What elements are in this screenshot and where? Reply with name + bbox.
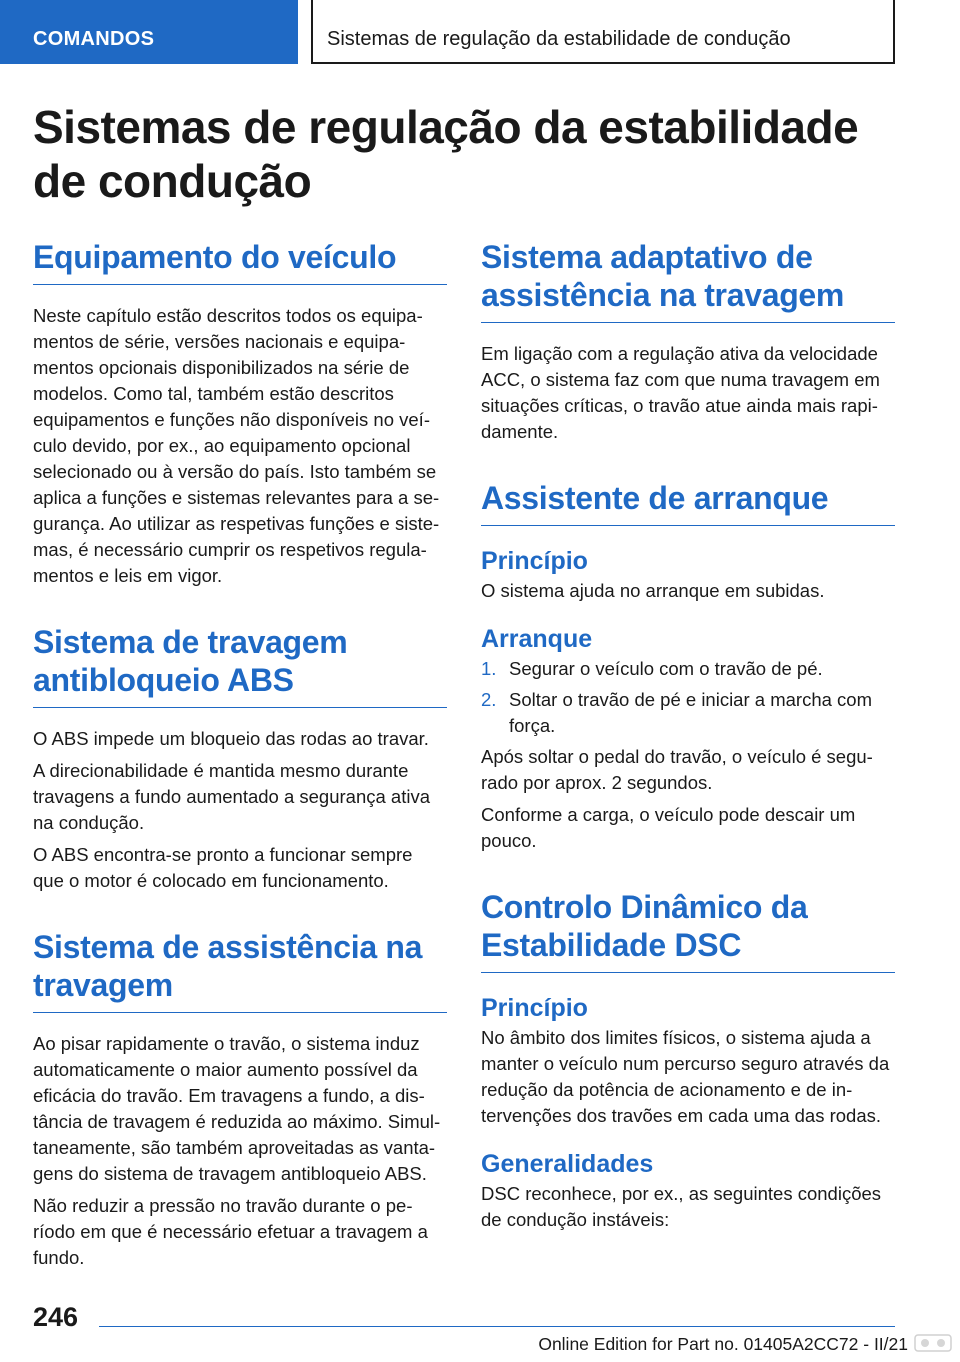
paragraph-abs-1: O ABS impede um bloqueio das rodas ao travar. [33,728,429,749]
heading-arranque-assistant: Assistente de arranque [481,479,895,526]
paragraph-equipamento: Neste capítulo estão descritos todos os equipa-mentos de série, versões nacionais e equipa-mentos opcionais disponibilizados na série de modelos. Como tal, também estão descritos equipamentos e funções não disponíveis no veí-culo devido, por ex., ao equipamento opcional selecionado ou à versão do país. Isto também se aplica a funções e sistemas relevantes para a se-gurança. Ao utilizar as respetivas funções e siste-mas, é necessário cumprir os respetivos regula-mentos e leis em vigor. [33,305,440,586]
paragraph-abs-2: A direcionabilidade é mantida mesmo durante travagens a fundo aumentado a segurança ativa na condução. [33,760,431,833]
paragraph-after-2: Conforme a carga, o veículo pode descair um pouco. [481,804,856,851]
edition-footer: Online Edition for Part no. 01405A2CC72 - II/21 [538,1334,908,1354]
step-number: 2. [481,689,497,710]
subheading-generalidades: Generalidades [481,1150,654,1178]
watermark-logo [914,1332,952,1354]
subheading-principio: Princípio [481,547,588,575]
right-column [481,238,895,1233]
heading-dsc: Controlo Dinâmico da Estabilidade DSC [481,888,895,973]
paragraph-dsc-principio: No âmbito dos limites físicos, o sistema ajuda a manter o veículo num percurso seguro através da redução da potência de acionamento e de in-tervenções dos travões em cada uma das rodas. [481,1027,890,1126]
watermark-icon [914,1332,952,1354]
heading-adaptativo: Sistema adaptativo de assistência na travagem [481,238,895,323]
step-number: 1. [481,658,497,679]
subheading-dsc-principio: Princípio [481,994,588,1022]
paragraph-assistencia-2: Não reduzir a pressão no travão durante o pe-ríodo em que é necessário efetuar a travagem a fundo. [33,1195,428,1268]
heading-abs: Sistema de travagem antibloqueio ABS [33,623,447,708]
page-number: 246 [33,1302,79,1332]
paragraph-abs-3: O ABS encontra-se pronto a funcionar sempre que o motor é colocado em funcionamento. [33,844,413,891]
list-item [481,687,895,739]
step-text: Segurar o veículo com o travão de pé. [509,658,823,679]
paragraph-principio: O sistema ajuda no arranque em subidas. [481,580,825,601]
running-title: Sistemas de regulação da estabilidade de condução [311,0,895,64]
page-title: Sistemas de regulação da estabilidade de condução [33,101,859,207]
left-column [33,238,447,1271]
step-text: Soltar o travão de pé e iniciar a marcha com força. [509,689,872,736]
subheading-arranque: Arranque [481,625,593,653]
list-item [481,656,895,682]
paragraph-adaptativo: Em ligação com a regulação ativa da velocidade ACC, o sistema faz com que numa travagem em situações críticas, o travão atue ainda mais rapi-damente. [481,343,880,442]
paragraph-assistencia-1: Ao pisar rapidamente o travão, o sistema induz automaticamente o maior aumento possível da eficácia do travão. Em travagens a fundo, a dis-tância de travagem é reduzida ao máximo. Simul-taneamente, são também aproveitadas as vanta-gens do sistema de travagem antibloqueio ABS. [33,1033,441,1184]
footer-divider [99,1326,895,1327]
heading-equipamento: Equipamento do veículo [33,238,447,285]
paragraph-generalidades: DSC reconhece, por ex., as seguintes condições de condução instáveis: [481,1183,882,1230]
section-tab: COMANDOS [0,0,298,64]
paragraph-after-1: Após soltar o pedal do travão, o veículo é segu-rado por aprox. 2 segundos. [481,746,873,793]
heading-assistencia: Sistema de assistência na travagem [33,928,447,1013]
steps-list [481,656,895,739]
